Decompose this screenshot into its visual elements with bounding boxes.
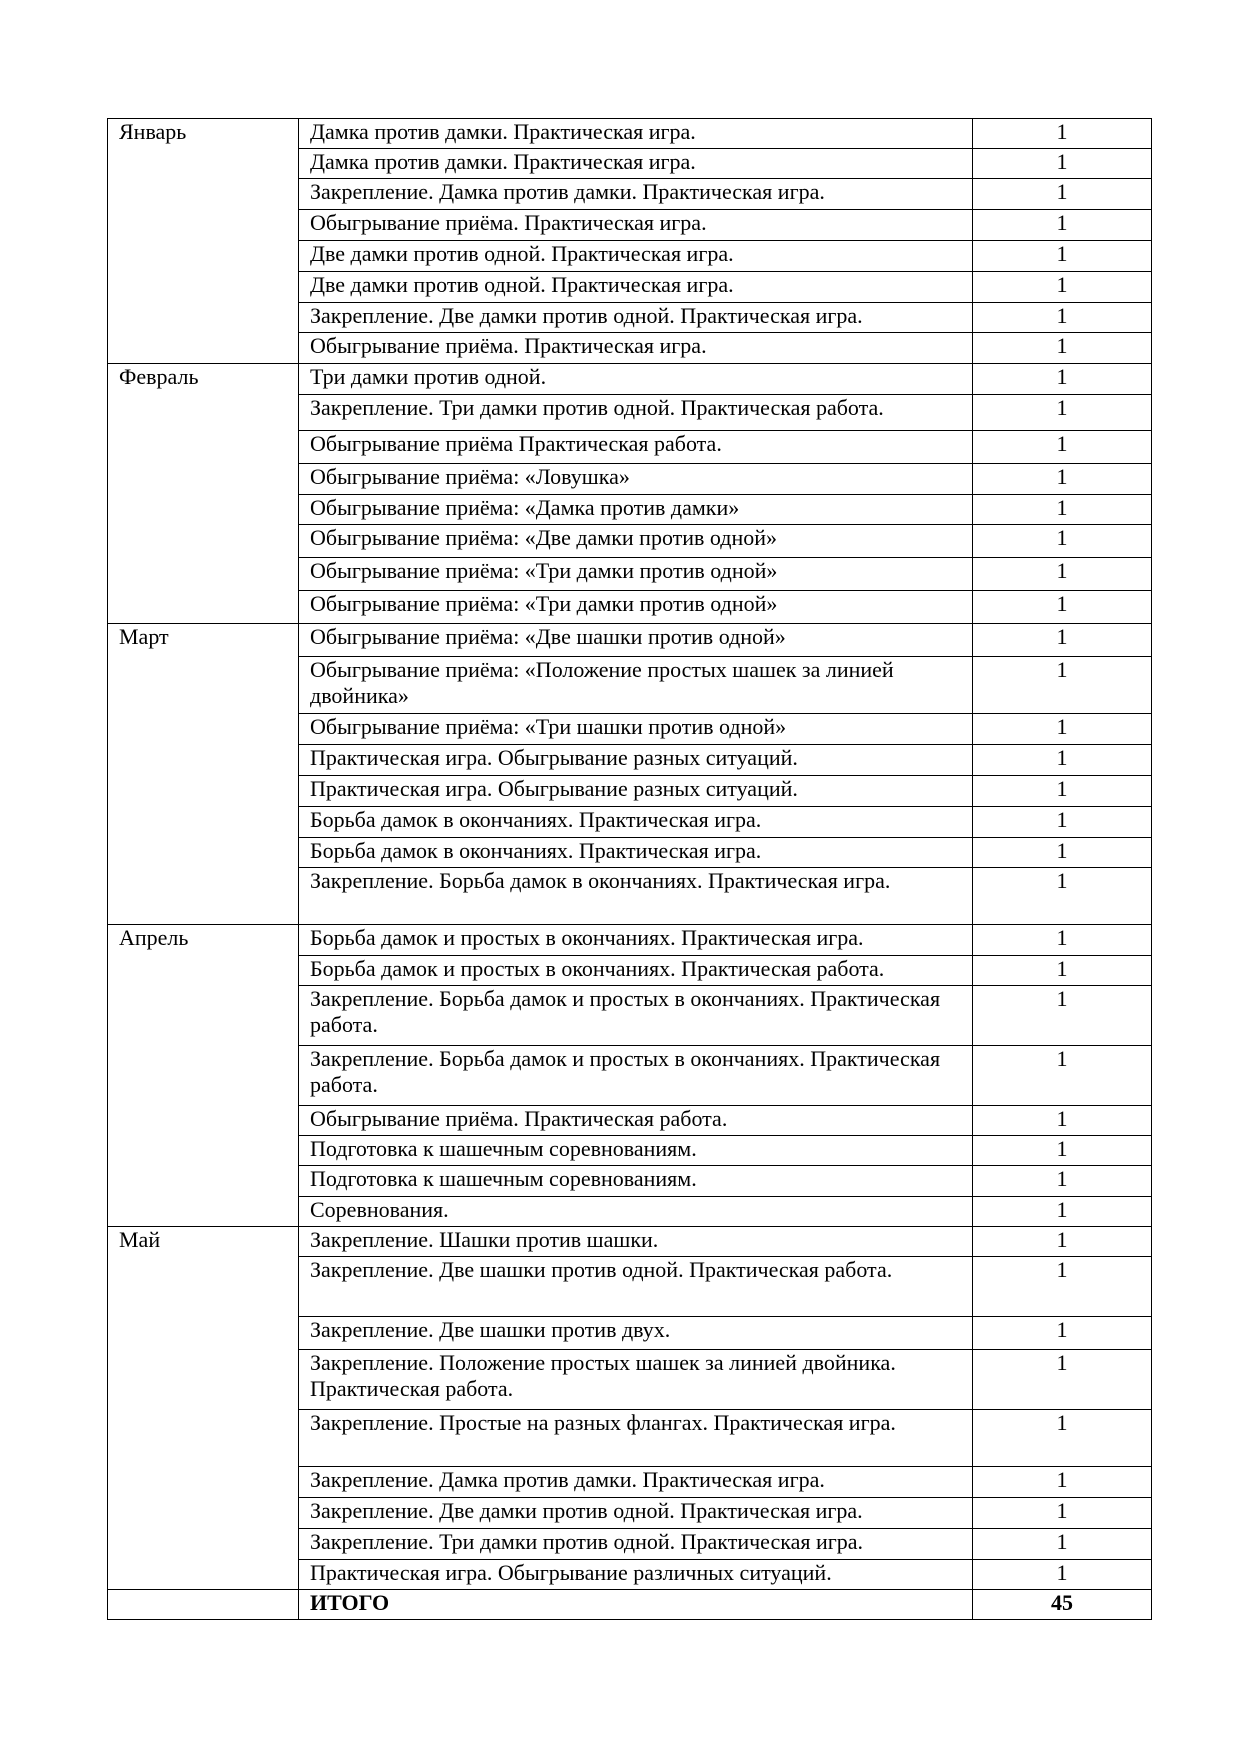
hours-cell: 1 bbox=[973, 525, 1152, 558]
hours-cell: 1 bbox=[973, 1166, 1152, 1197]
hours-cell: 1 bbox=[973, 925, 1152, 956]
hours-cell: 1 bbox=[973, 241, 1152, 272]
topic-cell: Обыгрывание приёма. Практическая игра. bbox=[299, 210, 973, 241]
topic-cell: Две дамки против одной. Практическая игра. bbox=[299, 241, 973, 272]
topic-cell: Подготовка к шашечным соревнованиям. bbox=[299, 1166, 973, 1197]
hours-cell: 1 bbox=[973, 179, 1152, 210]
topic-cell: Обыгрывание приёма. Практическая работа. bbox=[299, 1106, 973, 1136]
hours-cell: 1 bbox=[973, 1317, 1152, 1350]
topic-cell: Закрепление. Простые на разных флангах. Практическая игра. bbox=[299, 1410, 973, 1467]
topic-cell: Закрепление. Две дамки против одной. Практическая игра. bbox=[299, 1498, 973, 1529]
topic-cell: Закрепление. Две шашки против одной. Практическая работа. bbox=[299, 1257, 973, 1317]
table-row bbox=[108, 925, 1152, 956]
topic-cell: Закрепление. Положение простых шашек за линией двойника. Практическая работа. bbox=[299, 1350, 973, 1410]
topic-cell: Обыгрывание приёма: «Три дамки против одной» bbox=[299, 591, 973, 624]
topic-cell: Две дамки против одной. Практическая игра. bbox=[299, 272, 973, 303]
hours-cell: 1 bbox=[973, 1046, 1152, 1106]
topic-cell: Борьба дамок и простых в окончаниях. Практическая работа. bbox=[299, 956, 973, 986]
topic-cell: Обыгрывание приёма: «Три шашки против одной» bbox=[299, 714, 973, 745]
hours-cell: 1 bbox=[973, 333, 1152, 364]
topic-cell: Обыгрывание приёма: «Две шашки против одной» bbox=[299, 624, 973, 657]
hours-cell: 1 bbox=[973, 1106, 1152, 1136]
topic-cell: Борьба дамок и простых в окончаниях. Практическая игра. bbox=[299, 925, 973, 956]
hours-cell: 1 bbox=[973, 1529, 1152, 1560]
hours-cell: 1 bbox=[973, 714, 1152, 745]
hours-cell: 1 bbox=[973, 558, 1152, 591]
hours-cell: 1 bbox=[973, 210, 1152, 241]
topic-cell: Практическая игра. Обыгрывание разных ситуаций. bbox=[299, 776, 973, 807]
topic-cell: Закрепление. Борьба дамок в окончаниях. Практическая игра. bbox=[299, 868, 973, 925]
total-empty-cell bbox=[108, 1590, 299, 1620]
topic-cell: Закрепление. Три дамки против одной. Практическая работа. bbox=[299, 395, 973, 431]
hours-cell: 1 bbox=[973, 868, 1152, 925]
topic-cell: Обыгрывание приёма Практическая работа. bbox=[299, 431, 973, 464]
hours-cell: 1 bbox=[973, 1136, 1152, 1166]
hours-cell: 1 bbox=[973, 431, 1152, 464]
topic-cell: Закрепление. Три дамки против одной. Практическая игра. bbox=[299, 1529, 973, 1560]
month-cell: Март bbox=[108, 624, 299, 925]
hours-cell: 1 bbox=[973, 657, 1152, 714]
topic-cell: Обыгрывание приёма: «Положение простых шашек за линией двойника» bbox=[299, 657, 973, 714]
hours-cell: 1 bbox=[973, 1560, 1152, 1590]
hours-cell: 1 bbox=[973, 956, 1152, 986]
topic-cell: Закрепление. Дамка против дамки. Практическая игра. bbox=[299, 179, 973, 210]
topic-cell: Обыгрывание приёма. Практическая игра. bbox=[299, 333, 973, 364]
hours-cell: 1 bbox=[973, 364, 1152, 395]
hours-cell: 1 bbox=[973, 838, 1152, 868]
topic-cell: Обыгрывание приёма: «Две дамки против одной» bbox=[299, 525, 973, 558]
topic-cell: Подготовка к шашечным соревнованиям. bbox=[299, 1136, 973, 1166]
topic-cell: Закрепление. Две шашки против двух. bbox=[299, 1317, 973, 1350]
topic-cell: Закрепление. Борьба дамок и простых в окончаниях. Практическая работа. bbox=[299, 1046, 973, 1106]
topic-cell: Закрепление. Дамка против дамки. Практическая игра. bbox=[299, 1467, 973, 1498]
topic-cell: Соревнования. bbox=[299, 1197, 973, 1227]
hours-cell: 1 bbox=[973, 495, 1152, 525]
hours-cell: 1 bbox=[973, 303, 1152, 333]
hours-cell: 1 bbox=[973, 464, 1152, 495]
topic-cell: Практическая игра. Обыгрывание разных ситуаций. bbox=[299, 745, 973, 776]
table-row bbox=[108, 624, 1152, 657]
topic-cell: Закрепление. Шашки против шашки. bbox=[299, 1227, 973, 1257]
hours-cell: 1 bbox=[973, 1197, 1152, 1227]
hours-cell: 1 bbox=[973, 149, 1152, 179]
total-value: 45 bbox=[973, 1590, 1152, 1620]
total-row bbox=[108, 1590, 1152, 1620]
topic-cell: Борьба дамок в окончаниях. Практическая игра. bbox=[299, 807, 973, 838]
hours-cell: 1 bbox=[973, 591, 1152, 624]
topic-cell: Практическая игра. Обыгрывание различных ситуаций. bbox=[299, 1560, 973, 1590]
topic-cell: Три дамки против одной. bbox=[299, 364, 973, 395]
month-cell: Апрель bbox=[108, 925, 299, 1227]
schedule-body bbox=[108, 119, 1152, 1620]
hours-cell: 1 bbox=[973, 395, 1152, 431]
topic-cell: Закрепление. Две дамки против одной. Практическая игра. bbox=[299, 303, 973, 333]
schedule-table bbox=[107, 118, 1152, 1620]
hours-cell: 1 bbox=[973, 272, 1152, 303]
month-cell: Май bbox=[108, 1227, 299, 1590]
month-cell: Февраль bbox=[108, 364, 299, 624]
hours-cell: 1 bbox=[973, 119, 1152, 149]
hours-cell: 1 bbox=[973, 1498, 1152, 1529]
topic-cell: Борьба дамок в окончаниях. Практическая игра. bbox=[299, 838, 973, 868]
hours-cell: 1 bbox=[973, 807, 1152, 838]
hours-cell: 1 bbox=[973, 1467, 1152, 1498]
topic-cell: Обыгрывание приёма: «Ловушка» bbox=[299, 464, 973, 495]
hours-cell: 1 bbox=[973, 986, 1152, 1046]
hours-cell: 1 bbox=[973, 1410, 1152, 1467]
topic-cell: Закрепление. Борьба дамок и простых в окончаниях. Практическая работа. bbox=[299, 986, 973, 1046]
topic-cell: Дамка против дамки. Практическая игра. bbox=[299, 149, 973, 179]
hours-cell: 1 bbox=[973, 1257, 1152, 1317]
topic-cell: Обыгрывание приёма: «Дамка против дамки» bbox=[299, 495, 973, 525]
table-row bbox=[108, 119, 1152, 149]
hours-cell: 1 bbox=[973, 745, 1152, 776]
hours-cell: 1 bbox=[973, 624, 1152, 657]
total-label: ИТОГО bbox=[299, 1590, 973, 1620]
table-row bbox=[108, 364, 1152, 395]
topic-cell: Обыгрывание приёма: «Три дамки против одной» bbox=[299, 558, 973, 591]
month-cell: Январь bbox=[108, 119, 299, 364]
table-row bbox=[108, 1227, 1152, 1257]
hours-cell: 1 bbox=[973, 776, 1152, 807]
topic-cell: Дамка против дамки. Практическая игра. bbox=[299, 119, 973, 149]
hours-cell: 1 bbox=[973, 1227, 1152, 1257]
hours-cell: 1 bbox=[973, 1350, 1152, 1410]
